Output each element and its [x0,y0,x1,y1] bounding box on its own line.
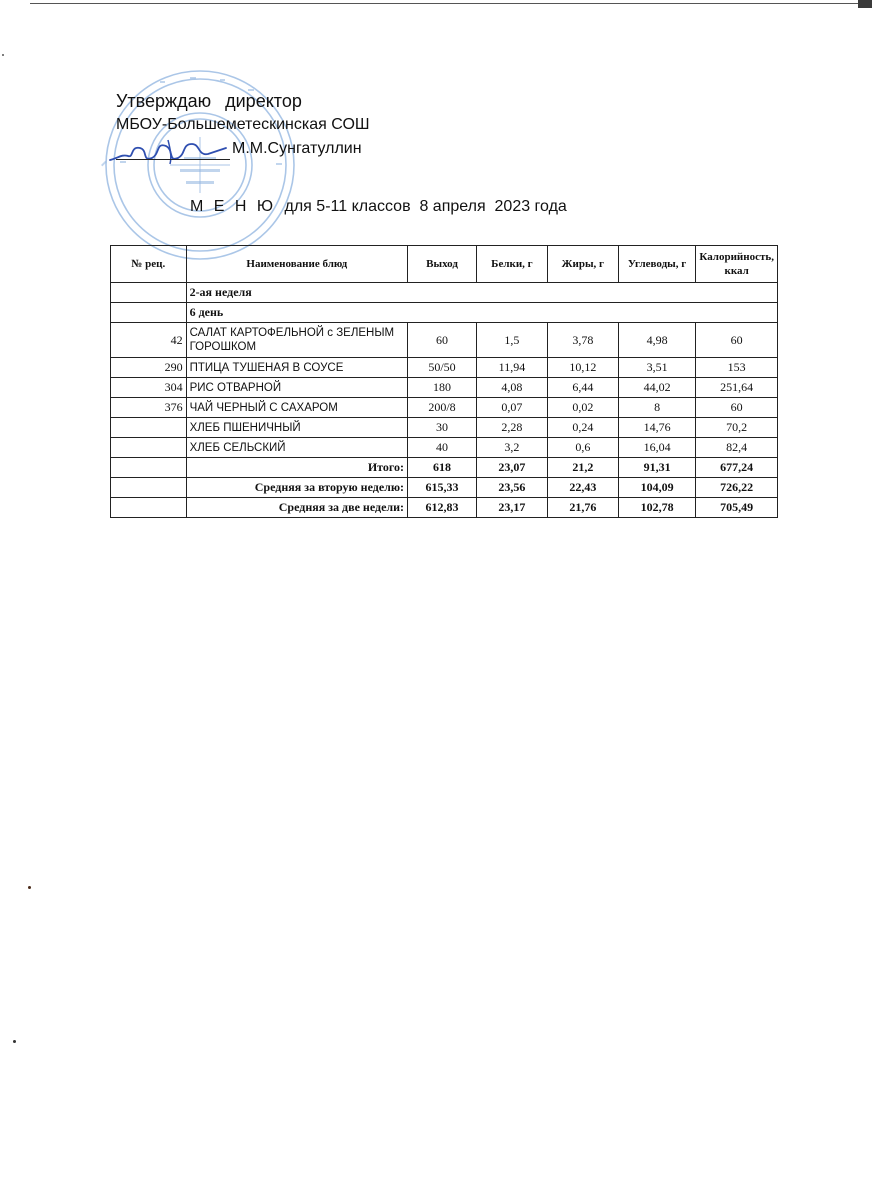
dish-fats: 10,12 [547,358,618,378]
recipe-number [111,418,187,438]
header-name: Наименование блюд [186,246,407,283]
dish-carbs: 3,51 [618,358,696,378]
scan-top-line [30,3,858,4]
dish-fats: 3,78 [547,323,618,358]
approval-word: Утверждаю [116,91,212,111]
dish-proteins: 1,5 [477,323,548,358]
total-row [111,458,778,478]
dish-carbs: 4,98 [618,323,696,358]
approval-block [116,90,370,160]
dish-proteins: 4,08 [477,378,548,398]
dish-output: 50/50 [408,358,477,378]
two-weeks-average-row [111,498,778,518]
dish-output: 40 [408,438,477,458]
dish-output: 30 [408,418,477,438]
table-row [111,398,778,418]
dish-kcal: 251,64 [696,378,778,398]
dish-output: 200/8 [408,398,477,418]
dish-name: ХЛЕБ ПШЕНИЧНЫЙ [186,418,407,438]
total-kcal: 677,24 [696,458,778,478]
dish-kcal: 153 [696,358,778,378]
school-name: МБОУ-Большеметескинская СОШ [116,116,370,133]
two-weeks-average-blank [111,498,187,518]
two-weeks-average-kcal: 705,49 [696,498,778,518]
week-average-proteins: 23,56 [477,478,548,498]
dish-name: САЛАТ КАРТОФЕЛЬНОЙ с ЗЕЛЕНЫМ ГОРОШКОМ [186,323,407,358]
dish-carbs: 44,02 [618,378,696,398]
scan-speck [13,1040,16,1043]
header-kcal: Калорийность, ккал [696,246,778,283]
dish-output: 60 [408,323,477,358]
scan-top-edge [0,0,872,8]
two-weeks-average-label: Средняя за две недели: [186,498,407,518]
dish-name: ПТИЦА ТУШЕНАЯ В СОУСЕ [186,358,407,378]
approval-position: директор [225,91,302,111]
total-label: Итого: [186,458,407,478]
scan-speck [2,54,4,56]
week-average-label: Средняя за вторую неделю: [186,478,407,498]
day-row [111,303,778,323]
dish-name: ХЛЕБ СЕЛЬСКИЙ [186,438,407,458]
dish-output: 180 [408,378,477,398]
total-output: 618 [408,458,477,478]
dish-carbs: 8 [618,398,696,418]
dish-kcal: 70,2 [696,418,778,438]
two-weeks-average-carbs: 102,78 [618,498,696,518]
signature-line [116,138,370,160]
header-proteins: Белки, г [477,246,548,283]
week-row-blank [111,283,187,303]
recipe-number: 304 [111,378,187,398]
dish-proteins: 3,2 [477,438,548,458]
week-average-output: 615,33 [408,478,477,498]
week-average-fats: 22,43 [547,478,618,498]
dish-fats: 0,02 [547,398,618,418]
total-row-blank [111,458,187,478]
title-text: для 5-11 классов 8 апреля 2023 года [280,198,567,215]
header-carbs: Углеводы, г [618,246,696,283]
header-num: № рец. [111,246,187,283]
dish-kcal: 60 [696,323,778,358]
dish-fats: 6,44 [547,378,618,398]
header-out: Выход [408,246,477,283]
approval-heading [116,90,370,112]
recipe-number: 42 [111,323,187,358]
week-average-row [111,478,778,498]
two-weeks-average-fats: 21,76 [547,498,618,518]
recipe-number: 376 [111,398,187,418]
week-average-kcal: 726,22 [696,478,778,498]
dish-name: РИС ОТВАРНОЙ [186,378,407,398]
week-row [111,283,778,303]
week-label: 2-ая неделя [186,283,777,303]
dish-proteins: 0,07 [477,398,548,418]
page-title [190,198,567,216]
total-fats: 21,2 [547,458,618,478]
total-carbs: 91,31 [618,458,696,478]
dish-proteins: 2,28 [477,418,548,438]
day-row-blank [111,303,187,323]
menu-word: М Е Н Ю [190,198,277,215]
table-row [111,378,778,398]
table-header-row [111,246,778,283]
total-proteins: 23,07 [477,458,548,478]
table-row [111,323,778,358]
scan-corner-mark [858,0,872,8]
two-weeks-average-output: 612,83 [408,498,477,518]
table-row [111,358,778,378]
recipe-number: 290 [111,358,187,378]
dish-proteins: 11,94 [477,358,548,378]
scan-speck [28,886,31,889]
signature-underline [116,143,230,160]
director-name: М.М.Сунгатуллин [232,140,362,157]
two-weeks-average-proteins: 23,17 [477,498,548,518]
header-fats: Жиры, г [547,246,618,283]
dish-carbs: 16,04 [618,438,696,458]
recipe-number [111,438,187,458]
menu-table [110,245,778,518]
day-label: 6 день [186,303,777,323]
week-average-carbs: 104,09 [618,478,696,498]
dish-kcal: 60 [696,398,778,418]
dish-fats: 0,24 [547,418,618,438]
dish-fats: 0,6 [547,438,618,458]
dish-carbs: 14,76 [618,418,696,438]
week-average-blank [111,478,187,498]
dish-kcal: 82,4 [696,438,778,458]
table-row [111,438,778,458]
table-row [111,418,778,438]
dish-name: ЧАЙ ЧЕРНЫЙ С САХАРОМ [186,398,407,418]
